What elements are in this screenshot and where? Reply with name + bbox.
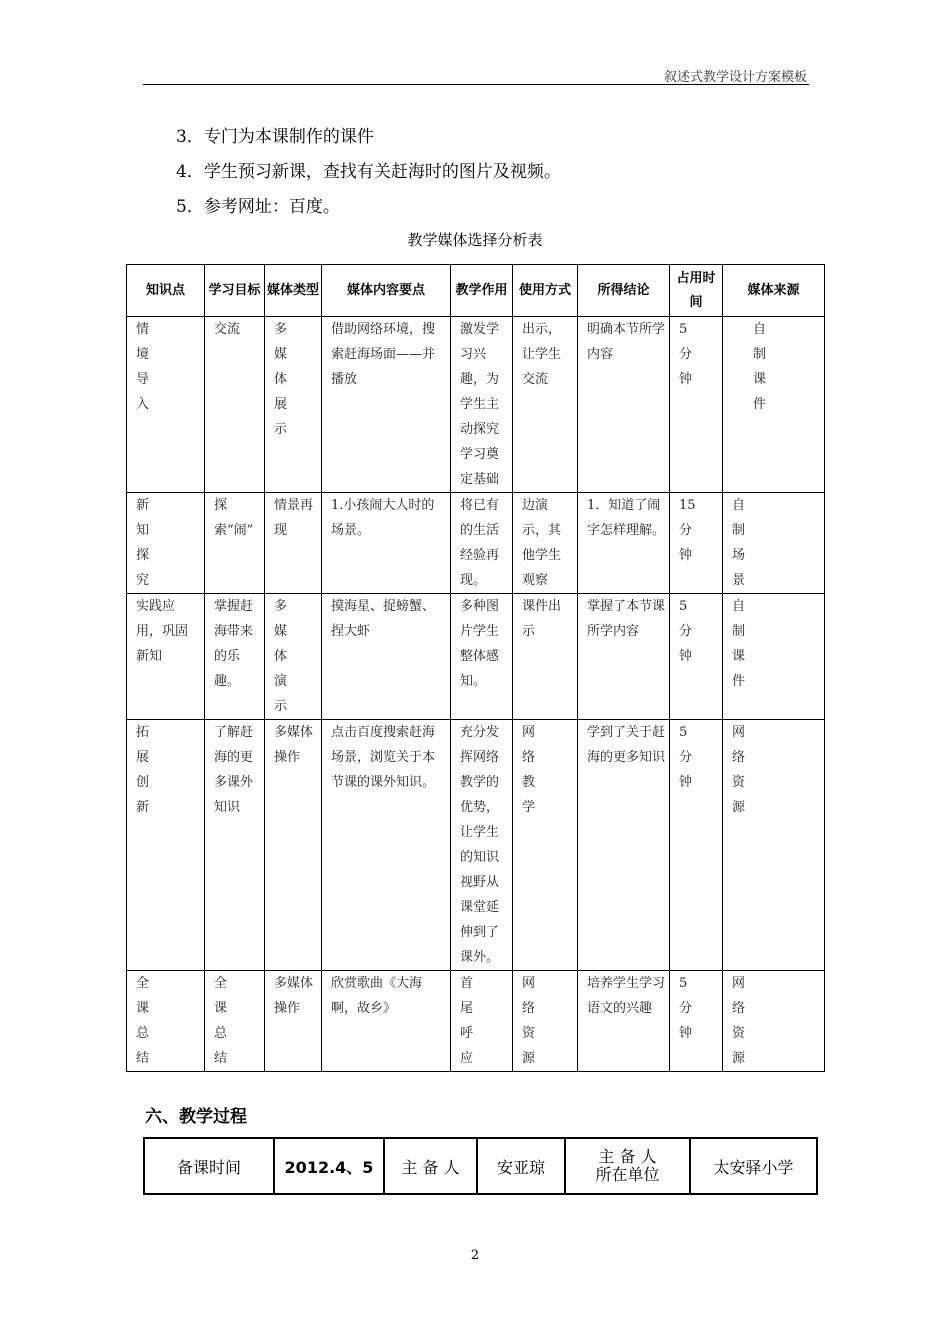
cell-usage-method: 网络资源 <box>513 971 578 1072</box>
resource-list <box>176 122 561 227</box>
media-analysis-table <box>126 264 825 1072</box>
cell-media-source: 自制课件 <box>723 317 825 493</box>
cell-knowledge-point: 新知探究 <box>127 493 205 594</box>
cell-media-content: 欣赏歌曲《大海啊，故乡》 <box>322 971 451 1072</box>
cell-knowledge-point: 实践应用，巩固新知 <box>127 594 205 720</box>
header-conclusion: 所得结论 <box>578 265 670 317</box>
org-label-line: 主 备 人 <box>598 1147 657 1166</box>
cell-conclusion: 明确本节所学内容 <box>578 317 670 493</box>
cell-time: 5分钟 <box>670 971 723 1072</box>
cell-knowledge-point: 情境导入 <box>127 317 205 493</box>
table-row <box>127 493 825 594</box>
header-media-source: 媒体来源 <box>723 265 825 317</box>
cell-learning-goal: 探索“闹” <box>205 493 265 594</box>
prep-time-label: 备课时间 <box>144 1138 274 1194</box>
cell-usage-method: 网络教学 <box>513 720 578 971</box>
cell-time: 15分钟 <box>670 493 723 594</box>
header-learning-goal: 学习目标 <box>205 265 265 317</box>
cell-conclusion: 掌握了本节课所学内容 <box>578 594 670 720</box>
cell-conclusion: 培养学生学习语文的兴趣 <box>578 971 670 1072</box>
cell-teaching-role: 将已有的生活经验再现。 <box>451 493 513 594</box>
cell-media-type: 情景再现 <box>265 493 322 594</box>
preparer-label: 主 备 人 <box>384 1138 477 1194</box>
cell-media-source: 网络资源 <box>723 720 825 971</box>
cell-media-content: 点击百度搜索赶海场景，浏览关于本节课的课外知识。 <box>322 720 451 971</box>
preparer-org-label <box>565 1138 690 1194</box>
cell-usage-method: 边演示，其他学生观察 <box>513 493 578 594</box>
cell-learning-goal: 了解赶海的更多课外知识 <box>205 720 265 971</box>
preparer-org-value: 太安驿小学 <box>690 1138 817 1194</box>
cell-media-type: 多媒体展示 <box>265 317 322 493</box>
cell-learning-goal: 掌握赶海带来的乐趣。 <box>205 594 265 720</box>
document-header-title: 叙述式教学设计方案模板 <box>663 70 807 85</box>
cell-media-content: 1.小孩闹大人时的场景。 <box>322 493 451 594</box>
prep-time-value: 2012.4、5 <box>274 1138 384 1194</box>
list-item: 4．学生预习新课，查找有关赶海时的图片及视频。 <box>176 162 561 182</box>
header-usage-method: 使用方式 <box>513 265 578 317</box>
cell-teaching-role: 首尾呼应 <box>451 971 513 1072</box>
lesson-info-table <box>143 1137 818 1195</box>
header-teaching-role: 教学作用 <box>451 265 513 317</box>
cell-media-type: 多媒体演示 <box>265 594 322 720</box>
cell-time: 5分钟 <box>670 594 723 720</box>
header-time: 占用时间 <box>670 265 723 317</box>
cell-teaching-role: 激发学习兴趣，为学生主动探究学习奠定基础 <box>451 317 513 493</box>
header-divider <box>143 84 809 85</box>
cell-time: 5分钟 <box>670 317 723 493</box>
cell-usage-method: 出示，让学生交流 <box>513 317 578 493</box>
table-row <box>127 317 825 493</box>
header-media-type: 媒体类型 <box>265 265 322 317</box>
cell-media-source: 网络资源 <box>723 971 825 1072</box>
cell-knowledge-point: 拓展创新 <box>127 720 205 971</box>
cell-conclusion: 1．知道了闹字怎样理解。 <box>578 493 670 594</box>
table-header-row <box>127 265 825 317</box>
table-row <box>127 720 825 971</box>
cell-teaching-role: 充分发挥网络教学的优势，让学生的知识视野从课堂延伸到了课外。 <box>451 720 513 971</box>
page-number: 2 <box>470 1248 480 1263</box>
cell-time: 5分钟 <box>670 720 723 971</box>
cell-learning-goal: 全课总结 <box>205 971 265 1072</box>
cell-conclusion: 学到了关于赶海的更多知识 <box>578 720 670 971</box>
cell-media-content: 摸海星、捉螃蟹、捏大虾 <box>322 594 451 720</box>
cell-knowledge-point: 全课总结 <box>127 971 205 1072</box>
cell-learning-goal: 交流 <box>205 317 265 493</box>
header-media-content: 媒体内容要点 <box>322 265 451 317</box>
cell-media-source: 自制场景 <box>723 493 825 594</box>
table-row <box>127 971 825 1072</box>
table-caption: 教学媒体选择分析表 <box>407 231 543 249</box>
preparer-value: 安亚琼 <box>477 1138 565 1194</box>
section-title: 六、教学过程 <box>145 1107 247 1127</box>
cell-media-type: 多媒体操作 <box>265 720 322 971</box>
cell-teaching-role: 多种图片学生整体感知。 <box>451 594 513 720</box>
header-knowledge-point: 知识点 <box>127 265 205 317</box>
cell-media-type: 多媒体操作 <box>265 971 322 1072</box>
cell-media-source: 自制课件 <box>723 594 825 720</box>
table-row <box>127 594 825 720</box>
list-item: 5．参考网址：百度。 <box>176 197 340 217</box>
list-item: 3．专门为本课制作的课件 <box>176 127 374 147</box>
cell-media-content: 借助网络环境，搜索赶海场面——并播放 <box>322 317 451 493</box>
info-row <box>144 1138 817 1194</box>
cell-usage-method: 课件出示 <box>513 594 578 720</box>
org-label-line: 所在单位 <box>595 1165 660 1184</box>
